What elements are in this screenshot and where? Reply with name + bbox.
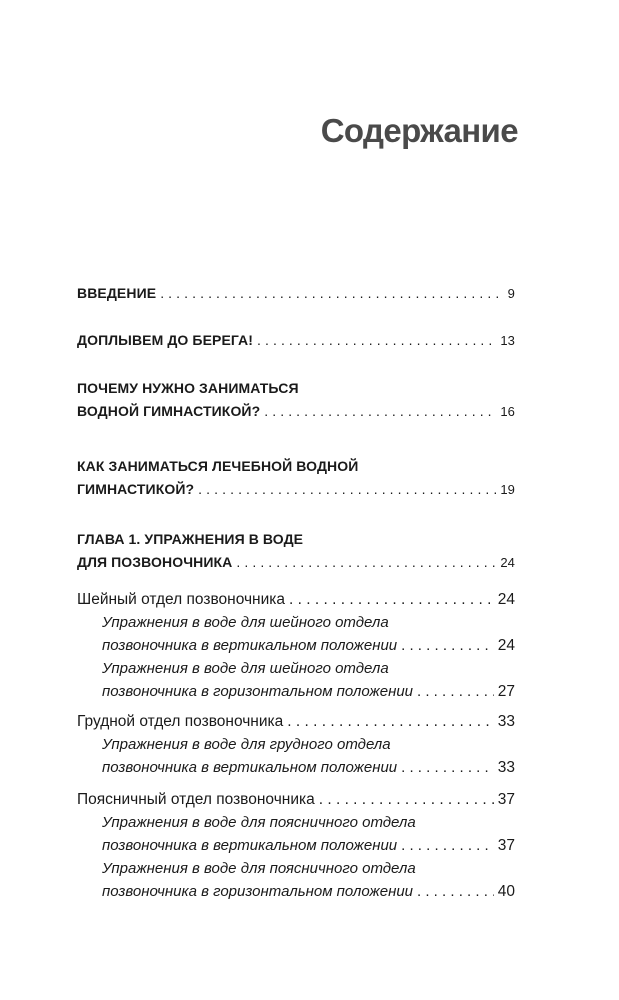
toc-entry-why [77,377,515,423]
dot-leader [417,880,494,903]
toc-section-lumbar [77,788,515,903]
toc-subsection-line2: позвоночника в вертикальном положении [102,759,398,776]
toc-subsection-line2: позвоночника в горизонтальном положении [102,883,414,900]
toc-section-label: Грудной отдел позвоночника [77,713,284,730]
dot-leader [160,282,503,305]
toc-entry-label-line2: ДЛЯ ПОЗВОНОЧНИКА [77,554,233,570]
toc-subsection-line1: Упражнения в воде для шейного отдела [102,614,389,631]
dot-leader [289,588,494,611]
toc-page-number: 33 [497,713,515,730]
dot-leader [264,400,496,423]
toc-subsection-line1: Упражнения в воде для поясничного отдела [102,860,416,877]
toc-section-label: Поясничный отдел позвоночника [77,791,315,808]
dot-leader [236,551,496,574]
toc-entry-shore [77,329,515,352]
toc-entry-intro [77,282,515,305]
dot-leader [401,756,494,779]
toc-section-thoracic [77,710,515,779]
toc-entry-label-line1: КАК ЗАНИМАТЬСЯ ЛЕЧЕБНОЙ ВОДНОЙ [77,458,359,474]
toc-entry-label-line1: ПОЧЕМУ НУЖНО ЗАНИМАТЬСЯ [77,380,299,396]
dot-leader [287,710,493,733]
toc-section-cervical [77,588,515,703]
toc-page-number: 37 [497,837,515,854]
toc-page-number: 16 [500,404,515,419]
toc-section-label: Шейный отдел позвоночника [77,591,286,608]
toc-subsection-line1: Упражнения в воде для грудного отдела [102,736,391,753]
toc-entry-how [77,455,515,501]
toc-subsection-line2: позвоночника в вертикальном положении [102,637,398,654]
dot-leader [257,329,496,352]
toc-page-number: 37 [497,791,515,808]
dot-leader [417,680,494,703]
toc-entry-label-line2: ВОДНОЙ ГИМНАСТИКОЙ? [77,403,261,419]
dot-leader [401,834,494,857]
toc-page-number: 24 [497,591,515,608]
page-title: Содержание [320,112,518,149]
toc-subsection-line1: Упражнения в воде для шейного отдела [102,660,389,677]
toc-entry-chapter-1 [77,528,515,574]
toc-entry-label: ВВЕДЕНИЕ [77,285,157,301]
toc-entry-label: ДОПЛЫВЕМ ДО БЕРЕГА! [77,332,254,348]
toc-page-number: 40 [497,883,515,900]
toc-subsection-line2: позвоночника в горизонтальном положении [102,683,414,700]
toc-subsection-line1: Упражнения в воде для поясничного отдела [102,814,416,831]
toc-page-number: 19 [500,482,515,497]
toc-subsection-line2: позвоночника в вертикальном положении [102,837,398,854]
toc-entry-label-line2: ГИМНАСТИКОЙ? [77,481,195,497]
dot-leader [198,478,496,501]
toc-page-number: 13 [500,333,515,348]
dot-leader [401,634,494,657]
toc-page-number: 24 [500,555,515,570]
toc-page-number: 27 [497,683,515,700]
toc-entry-label-line1: ГЛАВА 1. УПРАЖНЕНИЯ В ВОДЕ [77,531,304,547]
dot-leader [319,788,494,811]
toc-page-number: 33 [497,759,515,776]
toc-page-number: 9 [507,286,515,301]
toc-page-number: 24 [497,637,515,654]
